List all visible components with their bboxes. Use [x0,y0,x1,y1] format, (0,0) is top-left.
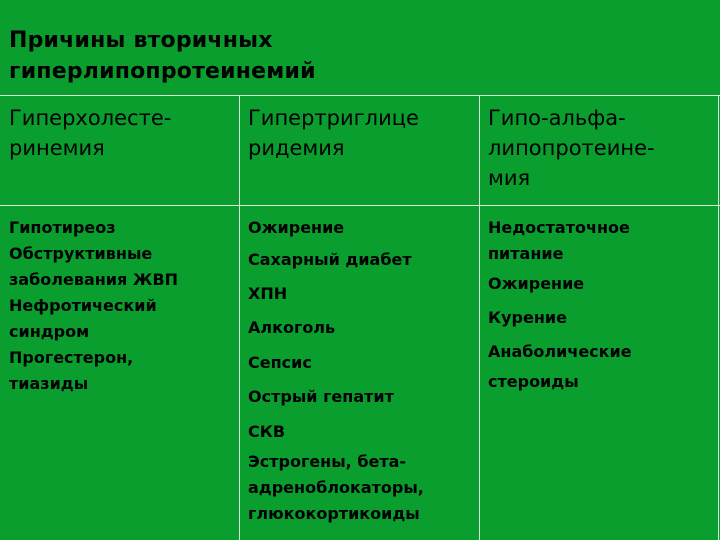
list-item: Курение [488,308,567,327]
list-item: тиазиды [9,374,89,393]
header-line: Гиперхолесте- [9,106,172,130]
list-item: синдром [9,322,90,341]
column-3-causes [488,215,632,395]
list-item: Сепсис [248,353,312,372]
slide-title [9,25,316,87]
list-item: заболевания ЖВП [9,270,179,289]
header-hypercholesterolemia [9,103,171,163]
list-item: Ожирение [248,218,345,237]
header-hypertriglyceridemia [248,103,419,163]
header-line: ринемия [9,136,105,160]
list-item: ХПН [248,284,288,303]
table-right-border [718,95,719,540]
list-item: питание [488,244,564,263]
column-1-causes [9,215,178,397]
list-item: Эстрогены, бета- [248,452,407,471]
list-item: глюкокортикоиды [248,504,420,523]
header-line: липопротеине- [488,136,655,160]
list-item: адреноблокаторы, [248,478,424,497]
header-hypoalphalipoproteinemia [488,103,655,193]
list-item: Нефротический [9,296,157,315]
list-item: стероиды [488,372,579,391]
header-line: ридемия [248,136,345,160]
list-item: Анаболические [488,342,632,361]
list-item: Острый гепатит [248,387,394,406]
list-item: Прогестерон, [9,348,134,367]
header-divider [0,205,720,206]
header-line: мия [488,166,531,190]
list-item: СКВ [248,422,286,441]
column-divider-1 [239,95,240,540]
column-divider-2 [479,95,480,540]
column-2-causes [248,215,424,527]
list-item: Гипотиреоз [9,218,116,237]
list-item: Сахарный диабет [248,250,412,269]
list-item: Алкоголь [248,318,336,337]
list-item: Обструктивные [9,244,153,263]
title-line-2: гиперлипопротеинемий [9,59,316,84]
table-top-border [0,95,720,96]
list-item: Ожирение [488,274,585,293]
list-item: Недостаточное [488,218,630,237]
title-line-1: Причины вторичных [9,28,273,53]
header-line: Гипо-альфа- [488,106,626,130]
header-line: Гипертриглице [248,106,419,130]
